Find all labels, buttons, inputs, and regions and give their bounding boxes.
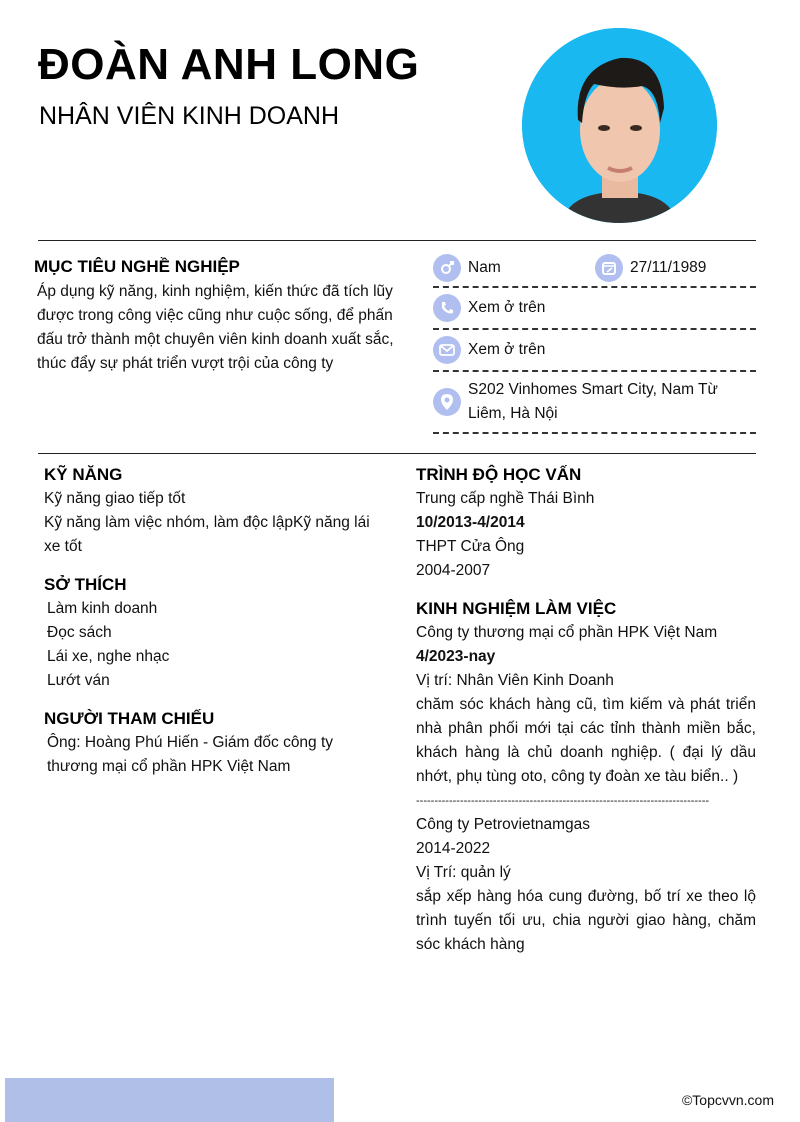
education-school: THPT Cửa Ông <box>416 538 525 555</box>
objective-text: Áp dụng kỹ năng, kinh nghiệm, kiến thức đã tích lũy được trong công việc cũng như cuộc sống, để phấn đấu trở thành một chuyên viên kinh doanh xuất sắc, thúc đẩy sự phát triển vượt trội của công ty <box>37 283 394 372</box>
experience-position: Vị Trí: quản lý <box>416 864 511 881</box>
calendar-icon <box>595 254 623 282</box>
experience-company: Công ty Petrovietnamgas <box>416 816 591 833</box>
experience-period: 2014-2022 <box>416 840 491 857</box>
experience-description: sắp xếp hàng hóa cung đường, bố trí xe theo lộ trình tuyến tối ưu, chia người giao hàng, chăm sóc khách hàng <box>416 888 756 953</box>
hobby-item: Đọc sách <box>47 624 112 641</box>
location-pin-icon <box>433 388 461 416</box>
copyright-text: ©Topcvvn.com <box>681 1092 774 1108</box>
job-title: NHÂN VIÊN KINH DOANH <box>39 102 340 130</box>
experience-heading: KINH NGHIỆM LÀM VIỆC <box>416 599 617 618</box>
experience-period: 4/2023-nay <box>416 648 496 665</box>
profile-photo <box>522 28 717 223</box>
skills-heading: KỸ NĂNG <box>44 465 123 484</box>
references-heading: NGƯỜI THAM CHIẾU <box>44 709 215 728</box>
skill-item: Kỹ năng làm việc nhóm, làm độc lậpKỹ năng lái xe tốt <box>44 514 370 555</box>
mail-icon <box>433 336 461 364</box>
address-value: S202 Vinhomes Smart City, Nam Từ Liêm, Hà Nội <box>468 381 718 422</box>
footer-bar <box>5 1078 334 1122</box>
experience-company: Công ty thương mại cổ phần HPK Việt Nam <box>416 624 718 641</box>
reference-text: Ông: Hoàng Phú Hiến - Giám đốc công ty thương mại cổ phần HPK Việt Nam <box>47 734 334 775</box>
hobby-item: Lướt ván <box>47 672 110 689</box>
experience-position: Vị trí: Nhân Viên Kinh Doanh <box>416 672 614 689</box>
hobby-item: Lái xe, nghe nhạc <box>47 648 170 665</box>
experience-separator: -------------------------------------------------------------------------------- <box>416 795 710 807</box>
hobbies-heading: SỞ THÍCH <box>44 575 127 594</box>
birthday-value: 27/11/1989 <box>630 259 707 276</box>
section-divider <box>38 453 756 454</box>
contact-block <box>433 250 756 434</box>
portrait-image <box>522 28 717 223</box>
contact-row-gender-birthday <box>433 250 756 288</box>
gender-value: Nam <box>468 259 501 276</box>
education-period: 10/2013-4/2014 <box>416 514 525 531</box>
email-value: Xem ở trên <box>468 341 546 358</box>
gender-icon <box>433 254 461 282</box>
contact-row-phone <box>433 288 756 330</box>
candidate-name: ĐOÀN ANH LONG <box>38 40 420 89</box>
contact-row-address <box>433 372 756 434</box>
contact-row-email <box>433 330 756 372</box>
phone-icon <box>433 294 461 322</box>
left-column <box>44 465 384 779</box>
phone-value: Xem ở trên <box>468 299 546 316</box>
hobby-item: Làm kinh doanh <box>47 600 158 617</box>
education-heading: TRÌNH ĐỘ HỌC VẤN <box>416 465 582 484</box>
objective-heading: MỤC TIÊU NGHỀ NGHIỆP <box>34 257 240 276</box>
header-divider <box>38 240 756 241</box>
education-school: Trung cấp nghề Thái Bình <box>416 490 595 507</box>
skill-item: Kỹ năng giao tiếp tốt <box>44 490 186 507</box>
education-period: 2004-2007 <box>416 562 491 579</box>
right-column <box>416 465 756 957</box>
experience-description: chăm sóc khách hàng cũ, tìm kiếm và phát triển nhà phân phối mới tại các tỉnh thành miền bắc, khách hàng là chủ doanh nghiệp. ( đại lý dầu nhớt, phụ tùng oto, công ty đoàn xe tàu biển.. ) <box>416 696 756 785</box>
